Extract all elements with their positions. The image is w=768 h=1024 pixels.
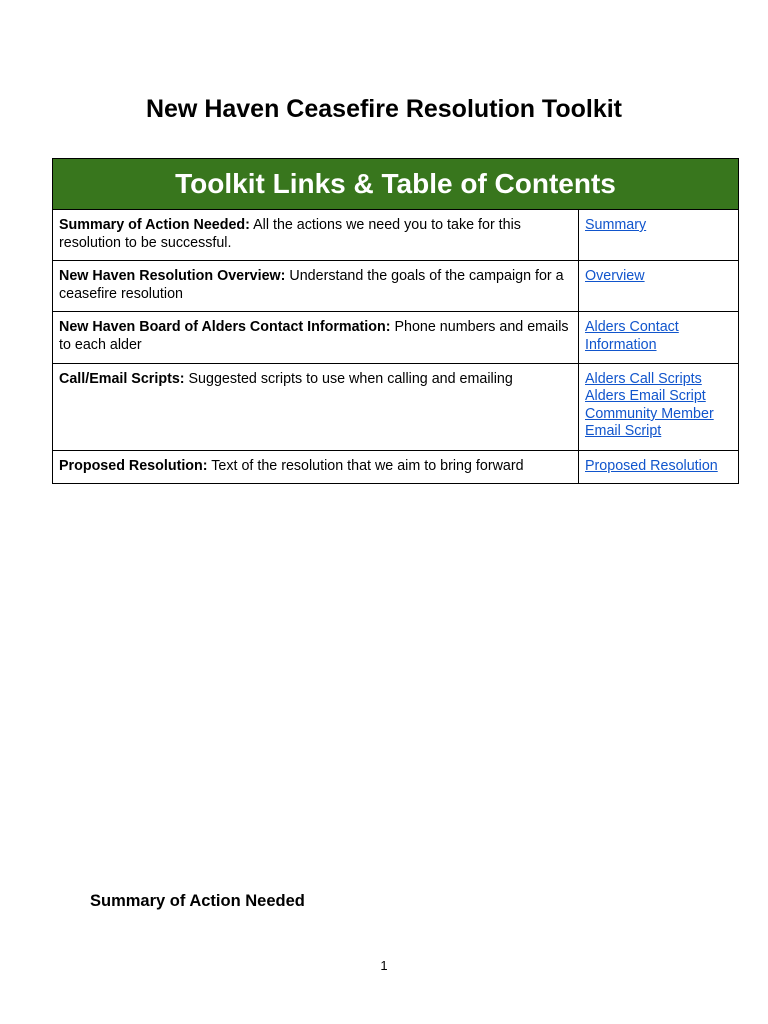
toc-table (52, 158, 739, 484)
toc-row-description: Suggested scripts to use when calling and emailing (184, 370, 513, 387)
toc-link-cell (579, 363, 739, 450)
toc-description-cell (53, 450, 579, 484)
toc-row-label: Call/Email Scripts: (59, 370, 185, 387)
toc-link-cell (579, 450, 739, 484)
toc-header-row (53, 159, 739, 210)
proposed-resolution-link[interactable]: Proposed Resolution (585, 457, 718, 474)
toc-link-cell (579, 210, 739, 261)
toc-row-summary (53, 210, 739, 261)
toc-row-description: Understand the goals of the campaign for a ceasefire resolution (59, 268, 564, 302)
summary-link[interactable]: Summary (585, 217, 647, 233)
document-title: New Haven Ceasefire Resolution Toolkit (145, 95, 623, 123)
toc-description-cell (53, 312, 579, 363)
toc-header: Toolkit Links & Table of Contents (53, 159, 739, 210)
toc-description-cell (53, 261, 579, 312)
toc-row-overview (53, 261, 739, 312)
toc-row-label: New Haven Board of Alders Contact Information: (59, 319, 391, 336)
toc-link-cell (579, 261, 739, 312)
toc-row-label: Summary of Action Needed: (59, 217, 250, 233)
toc-row-label: New Haven Resolution Overview: (59, 268, 286, 285)
toc-row-alders-contact (53, 312, 739, 363)
alders-call-scripts-link[interactable]: Alders Call Scripts (585, 370, 702, 387)
alders-contact-information-link[interactable]: Alders Contact Information (585, 319, 679, 353)
alders-email-script-link[interactable]: Alders Email Script (585, 388, 706, 405)
toc-row-scripts (53, 363, 739, 450)
toc-link-cell (579, 312, 739, 363)
toc-row-description: Phone numbers and emails to each alder (59, 319, 569, 353)
toc-description-cell (53, 363, 579, 450)
section-heading: Summary of Action Needed (90, 892, 305, 910)
toc-row-description: All the actions we need you to take for this resolution to be successful. (59, 217, 521, 251)
toc-row-description: Text of the resolution that we aim to bring forward (207, 457, 524, 474)
toc-row-proposed-resolution (53, 450, 739, 484)
community-member-email-script-link[interactable]: Community Member Email Script (585, 405, 714, 440)
overview-link[interactable]: Overview (585, 268, 645, 285)
toc-description-cell (53, 210, 579, 261)
toc-row-label: Proposed Resolution: (59, 457, 208, 474)
page-number: 1 (380, 958, 388, 973)
